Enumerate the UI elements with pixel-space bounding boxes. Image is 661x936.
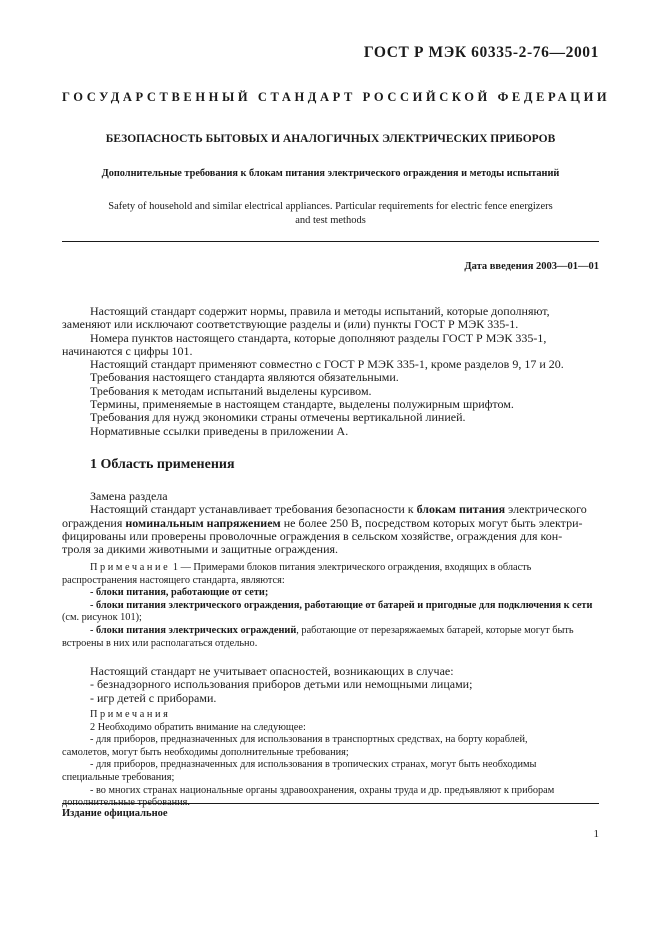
english-title-line-2: and test methods <box>295 215 366 226</box>
document-subtitle: Дополнительные требования к блокам питания электрического ограждения и методы испытаний <box>101 168 560 179</box>
scope-line-2-a: ограждения <box>62 515 126 530</box>
note-2-line-6: - во многих странах национальные органы здравоохранения, охраны труда и др. предъявляют к приборам <box>90 784 555 796</box>
introduction-date: Дата введения 2003—01—01 <box>464 261 599 272</box>
note-1-item-3-rest: , работающие от перезаряжаемых батарей, которые могут быть <box>296 624 574 636</box>
note-2-line-1: 2 Необходимо обратить внимание на следующее: <box>90 721 306 733</box>
intro-p1-line2: заменяют или исключают соответствующие разделы и (или) пункты ГОСТ Р МЭК 335-1. <box>62 317 519 332</box>
note-1-item-1: - блоки питания, работающие от сети; <box>90 587 269 599</box>
intro-p8: Нормативные ссылки приведены в приложении А. <box>90 423 349 438</box>
replace-section-label: Замена раздела <box>90 489 168 503</box>
term-rated-voltage: номинальным напряжением <box>125 515 281 530</box>
intro-p7: Требования для нужд экономики страны отмечены вертикальной линией. <box>90 410 466 425</box>
note-1-item-2: - блоки питания электрического ограждения, работающие от батарей и пригодные для подключения к сети <box>90 599 593 611</box>
note-2-line-2: - для приборов, предназначенных для использования в транспортных средствах, на борту кораблей, <box>90 734 528 746</box>
note-1-line-2: распространения настоящего стандарта, являются: <box>62 574 285 586</box>
intro-p2-line2: начинаются с цифры 101. <box>62 343 193 358</box>
scope-line-1-c: электрического <box>505 502 587 517</box>
notes-2 <box>62 709 599 810</box>
footer-rule <box>62 803 599 804</box>
state-standard-heading: ГОСУДАРСТВЕННЫЙ СТАНДАРТ РОССИЙСКОЙ ФЕДЕРАЦИИ <box>62 90 611 104</box>
note-1 <box>62 562 599 650</box>
scope-line-1-a: Настоящий стандарт устанавливает требования безопасности к <box>90 502 417 517</box>
hazards-item-2: - игр детей с приборами. <box>90 690 217 705</box>
term-energizer: блокам питания <box>416 502 506 517</box>
note-2-line-5: специальные требования; <box>62 771 175 783</box>
document-title: БЕЗОПАСНОСТЬ БЫТОВЫХ И АНАЛОГИЧНЫХ ЭЛЕКТРИЧЕСКИХ ПРИБОРОВ <box>105 133 556 145</box>
note-1-text: 1 — Примерами блоков питания электрического ограждения, входящих в область <box>170 562 532 573</box>
note-1-line-1 <box>90 562 599 575</box>
intro-paragraphs <box>62 304 599 438</box>
standard-number: ГОСТ Р МЭК 60335-2-76—2001 <box>363 44 599 61</box>
intro-p3: Настоящий стандарт применяют совместно с ГОСТ Р МЭК 335-1, кроме разделов 9, 17 и 20. <box>90 357 564 372</box>
note-1-item-2-cont: (см. рисунок 101); <box>62 612 142 624</box>
note-2-line-4: - для приборов, предназначенных для использования в тропических странах, могут быть необходимы <box>90 759 537 771</box>
note-2-line-7: дополнительные требования. <box>62 797 190 809</box>
note-2-line-3: самолетов, могут быть необходимы дополнительные требования; <box>62 746 349 758</box>
english-title <box>90 200 571 228</box>
intro-p4: Требования настоящего стандарта являются обязательными. <box>90 370 399 385</box>
page-number: 1 <box>593 828 599 840</box>
hazards-intro: Настоящий стандарт не учитывает опасностей, возникающих в случае: <box>90 664 454 678</box>
intro-p5: Требования к методам испытаний выделены курсивом. <box>90 383 372 398</box>
scope-line-2-c: не более 250 В, посредством которых могут быть электри- <box>280 515 583 530</box>
hazards-paragraph <box>90 665 599 705</box>
note-1-item-3-term: - блоки питания электрических ограждений <box>90 624 297 636</box>
scope-line-2 <box>62 517 599 530</box>
notes-label: Примечания <box>90 709 171 720</box>
scope-line-4: троля за дикими животными и защитные ограждения. <box>62 542 339 557</box>
note-1-label: Примечание <box>90 562 171 573</box>
intro-p6: Термины, применяемые в настоящем стандарте, выделены полужирным шрифтом. <box>90 397 514 412</box>
hazards-item-1: - безнадзорного использования приборов детьми или немощными лицами; <box>90 677 473 692</box>
note-1-item-3-cont: встроены в них или располагаться отдельно. <box>62 637 258 649</box>
scope-line-3: фицированы или проверены проволочные ограждения в сельском хозяйстве, ограждения для кон- <box>62 528 563 543</box>
section-1-title: 1 Область применения <box>90 457 235 472</box>
section-1-body <box>62 489 599 557</box>
intro-p1-line1: Настоящий стандарт содержит нормы, правила и методы испытаний, которые дополняют, <box>90 304 550 318</box>
header-rule <box>62 241 599 242</box>
intro-p2-line1: Номера пунктов настоящего стандарта, которые дополняют разделы ГОСТ Р МЭК 335-1, <box>90 330 547 345</box>
note-1-item-3 <box>90 625 599 638</box>
english-title-line-1: Safety of household and similar electrical appliances. Particular requirements for electric fence energizers <box>108 201 553 212</box>
scope-line-1 <box>90 503 599 516</box>
official-edition-label: Издание официальное <box>62 808 168 819</box>
